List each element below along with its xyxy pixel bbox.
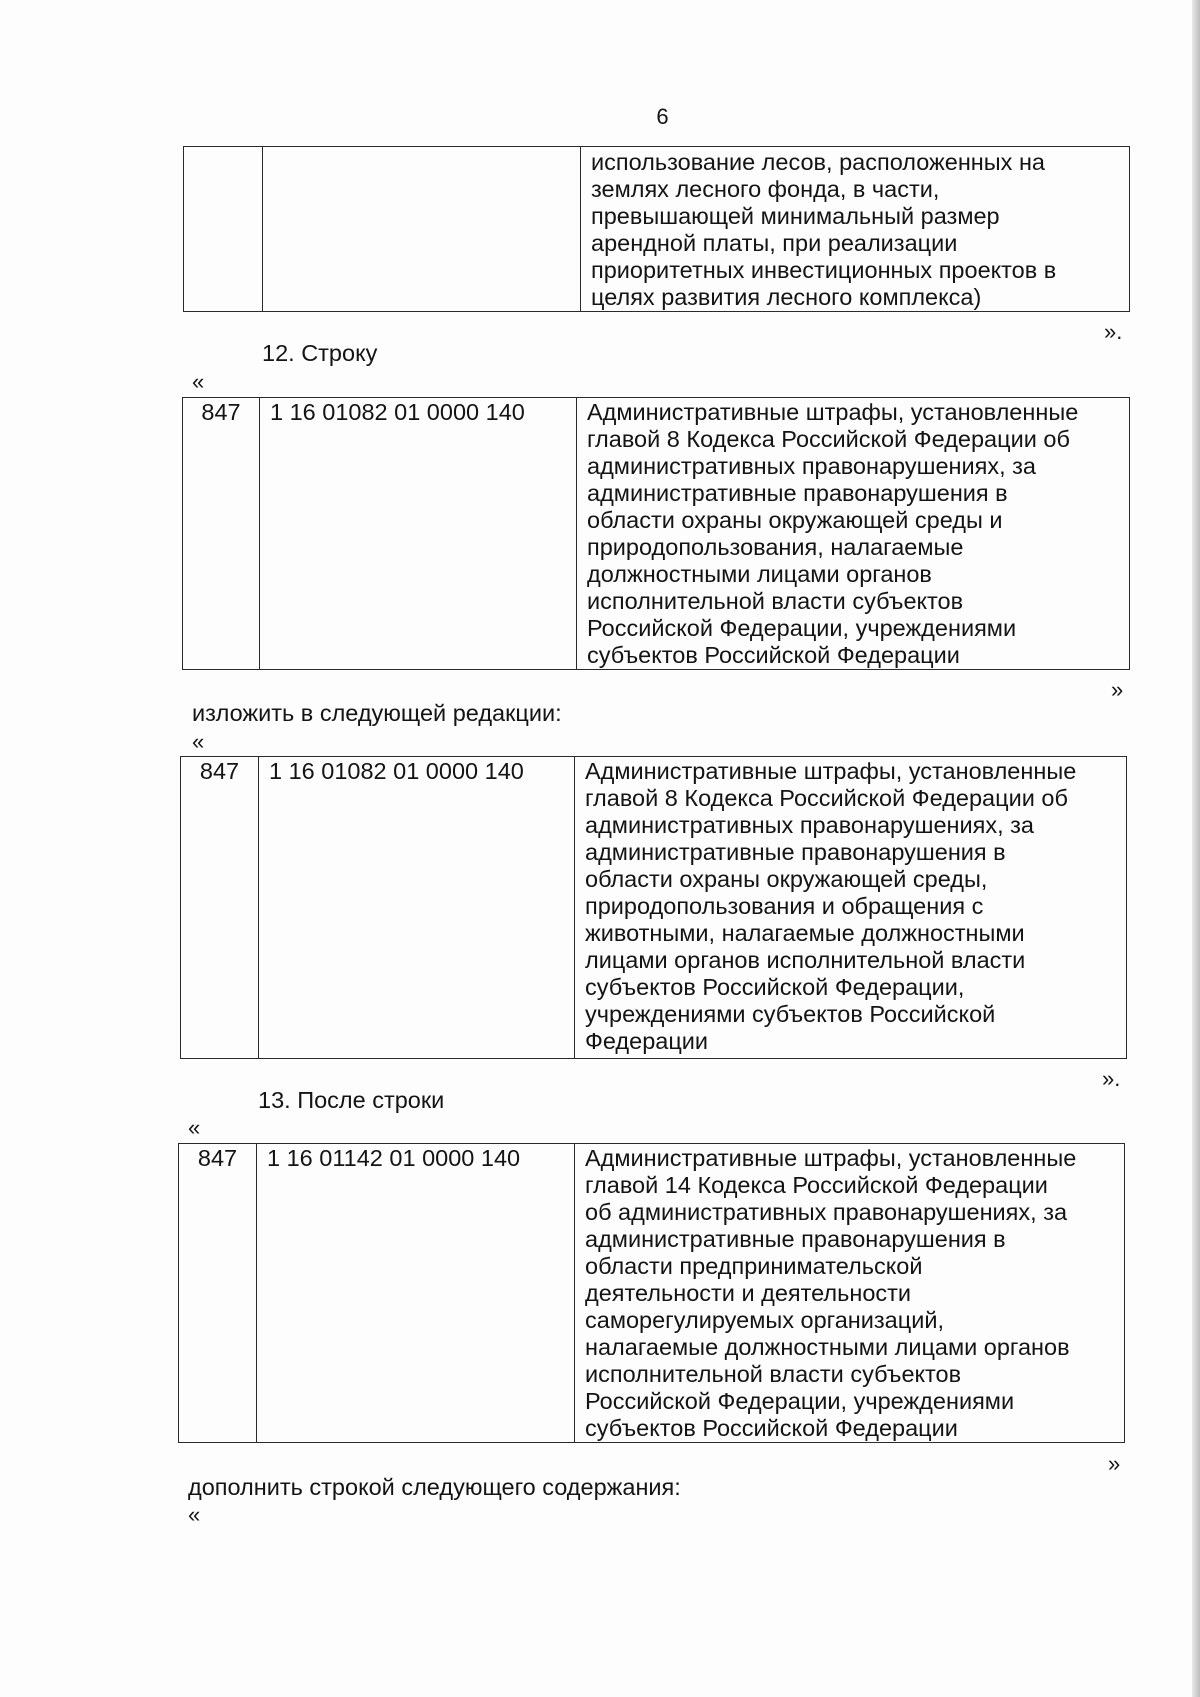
item-12-instruction: изложить в следующей редакции: xyxy=(192,700,562,726)
kbk-cell: 1 16 01142 01 0000 140 xyxy=(257,1144,575,1443)
item-13-heading: 13. После строки xyxy=(258,1087,445,1113)
description-line: исполнительной власти субъектов xyxy=(587,588,964,614)
description-line: области предпринимательской xyxy=(585,1253,923,1279)
description-line: Административные штрафы, установленные xyxy=(585,1145,1077,1171)
description-line: лицами органов исполнительной власти xyxy=(585,947,1026,973)
description-line: деятельности и деятельности xyxy=(585,1280,912,1306)
description-line: административные правонарушения в xyxy=(585,839,1006,865)
kbk-cell xyxy=(263,147,581,312)
description-line: Федерации xyxy=(585,1028,709,1054)
table-original-row xyxy=(182,397,1130,670)
description-line: Административные штрафы, установленные xyxy=(585,758,1077,784)
description-line: главой 8 Кодекса Российской Федерации об xyxy=(587,426,1070,452)
description-line: превышающей минимальный размер xyxy=(591,203,1000,229)
description-line: приоритетных инвестиционных проектов в xyxy=(591,257,1057,283)
table-after-row xyxy=(178,1143,1125,1443)
description-line: Российской Федерации, учреждениями xyxy=(585,1388,1015,1414)
description-line: целях развития лесного комплекса) xyxy=(591,284,982,310)
description-line: животными, налагаемые должностными xyxy=(585,920,1025,946)
opening-quote: « xyxy=(188,1115,201,1140)
page-number: 6 xyxy=(656,104,669,129)
description-line: Административные штрафы, установленные xyxy=(587,399,1079,425)
closing-quote: » xyxy=(1111,677,1124,702)
description-line: субъектов Российской Федерации xyxy=(585,1415,958,1441)
description-line: природопользования, налагаемые xyxy=(587,534,964,560)
description-line: административных правонарушениях, за xyxy=(587,453,1036,479)
description-line: административные правонарушения в xyxy=(585,1226,1006,1252)
description-cell xyxy=(575,1144,1125,1443)
closing-quote: » xyxy=(1108,1451,1121,1476)
table-row xyxy=(184,147,1130,312)
description-cell xyxy=(581,147,1130,312)
description-line: арендной платы, при реализации xyxy=(591,230,958,256)
closing-quote: ». xyxy=(1102,1066,1121,1091)
description-cell xyxy=(577,398,1130,670)
description-line: учреждениями субъектов Российской xyxy=(585,1001,996,1027)
kbk-cell: 1 16 01082 01 0000 140 xyxy=(259,757,575,1059)
description-line: природопользования и обращения с xyxy=(585,893,984,919)
code-cell: 847 xyxy=(179,1144,257,1443)
description-line: Российской Федерации, учреждениями xyxy=(587,615,1017,641)
description-line: должностными лицами органов xyxy=(587,561,932,587)
item-12-heading: 12. Строку xyxy=(262,340,378,366)
code-cell: 847 xyxy=(183,398,260,670)
code-cell: 847 xyxy=(181,757,259,1059)
description-line: главой 8 Кодекса Российской Федерации об xyxy=(585,785,1068,811)
code-cell xyxy=(184,147,263,312)
table-new-row xyxy=(180,756,1127,1059)
closing-quote: ». xyxy=(1104,319,1123,344)
kbk-cell: 1 16 01082 01 0000 140 xyxy=(260,398,577,670)
description-line: административные правонарушения в xyxy=(587,480,1008,506)
description-line: налагаемые должностными лицами органов xyxy=(585,1334,1070,1360)
page-edge-shadow xyxy=(1192,0,1200,1697)
table-continuation xyxy=(183,146,1130,312)
description-line: субъектов Российской Федерации, xyxy=(585,974,965,1000)
description-line: субъектов Российской Федерации xyxy=(587,642,960,668)
description-line: административных правонарушениях, за xyxy=(585,812,1034,838)
opening-quote: « xyxy=(192,369,205,394)
description-line: исполнительной власти субъектов xyxy=(585,1361,962,1387)
item-13-instruction: дополнить строкой следующего содержания: xyxy=(188,1474,681,1500)
description-line: саморегулируемых организаций, xyxy=(585,1307,944,1333)
opening-quote: « xyxy=(192,729,205,754)
description-line: главой 14 Кодекса Российской Федерации xyxy=(585,1172,1048,1198)
description-line: землях лесного фонда, в части, xyxy=(591,176,940,202)
description-cell xyxy=(575,757,1127,1059)
description-line: области охраны окружающей среды и xyxy=(587,507,1003,533)
description-line: использование лесов, расположенных на xyxy=(591,149,1046,175)
table-row xyxy=(183,398,1130,670)
description-line: об административных правонарушениях, за xyxy=(585,1199,1068,1225)
table-row xyxy=(181,757,1127,1059)
opening-quote: « xyxy=(188,1502,201,1527)
description-line: области охраны окружающей среды, xyxy=(585,866,988,892)
table-row xyxy=(179,1144,1125,1443)
